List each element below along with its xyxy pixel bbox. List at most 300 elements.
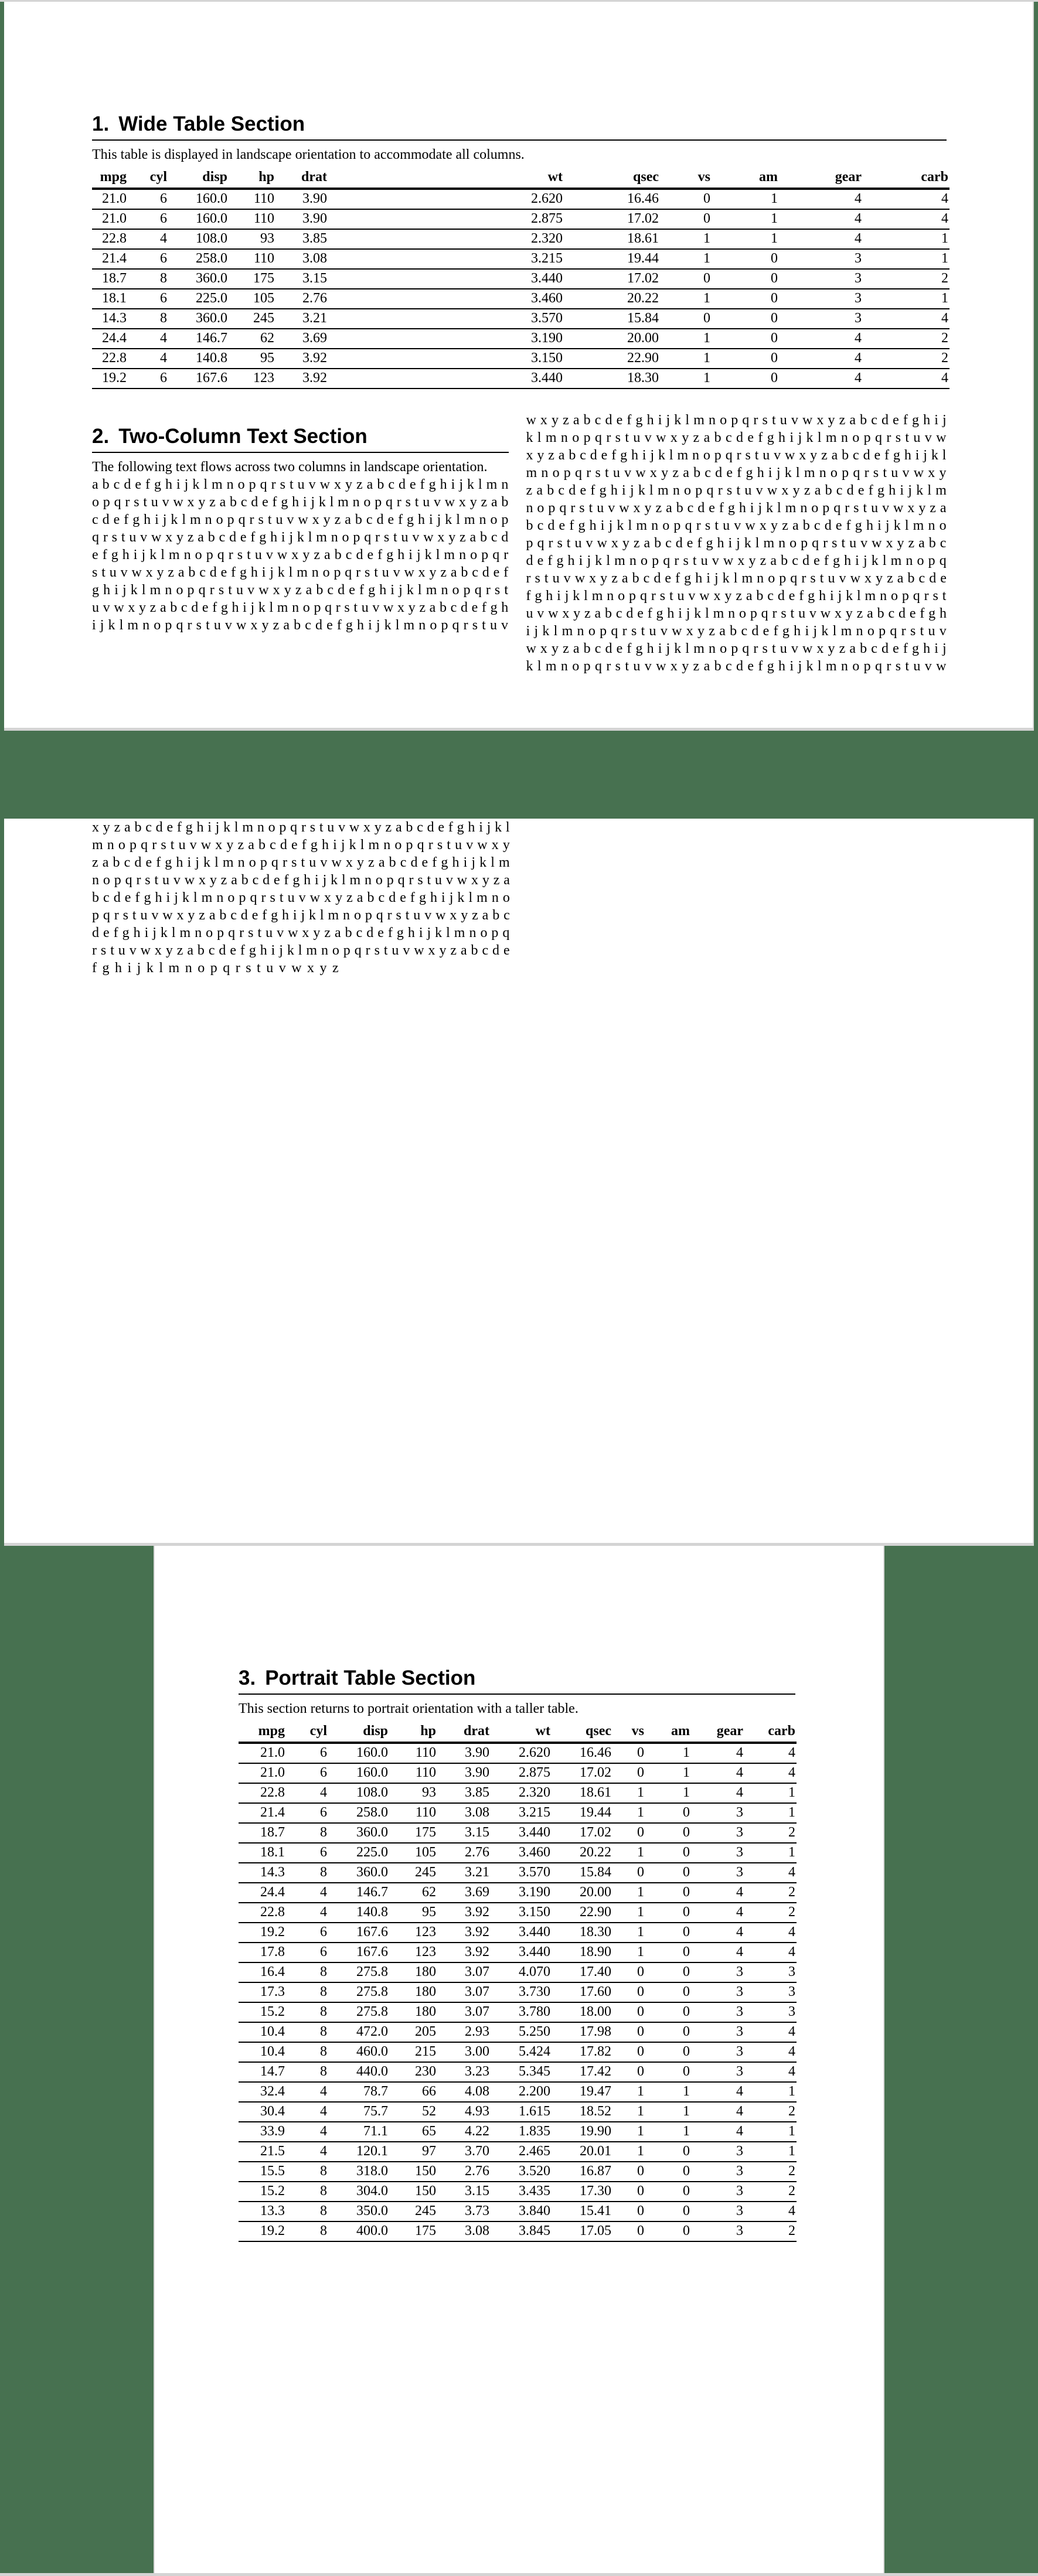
- letter: g: [144, 890, 151, 905]
- letter: q: [141, 837, 148, 853]
- letter: u: [151, 495, 158, 510]
- letter: a: [719, 623, 726, 639]
- table-cell: 0: [712, 269, 779, 289]
- letter: c: [145, 820, 152, 835]
- page-separator: [4, 728, 1034, 731]
- letter: g: [893, 448, 900, 463]
- letter: m: [403, 618, 415, 633]
- letter: d: [824, 518, 832, 533]
- table-cell: 108.0: [168, 229, 229, 249]
- table-cell: 10.4: [239, 2042, 286, 2062]
- letter: b: [241, 873, 249, 888]
- table-cell: 6: [128, 289, 168, 309]
- letter: c: [181, 600, 188, 615]
- letter: d: [751, 623, 759, 639]
- alphabet-text-line: [92, 871, 510, 889]
- letter: v: [140, 530, 148, 545]
- letter: r: [228, 547, 233, 563]
- letter: w: [802, 641, 813, 656]
- letter: v: [839, 571, 846, 586]
- table-cell: 3.90: [437, 1743, 491, 1763]
- letter: s: [248, 925, 254, 941]
- letter: a: [814, 483, 821, 498]
- table-cell: 1: [612, 1783, 645, 1803]
- letter: a: [395, 820, 402, 835]
- letter: w: [444, 495, 455, 510]
- letter: g: [102, 960, 110, 976]
- letter: g: [782, 623, 789, 639]
- letter: y: [918, 500, 926, 516]
- letter: s: [365, 565, 370, 580]
- letter: f: [903, 413, 908, 428]
- letter: f: [240, 943, 245, 958]
- table-cell: 3.73: [437, 2202, 491, 2221]
- table-cell: 15.2: [239, 2002, 286, 2022]
- letter: r: [651, 588, 656, 604]
- letter: q: [250, 890, 257, 905]
- table-cell: 215: [389, 2042, 437, 2062]
- table-cell: 0: [645, 1923, 691, 1943]
- table-cell: 6: [128, 189, 168, 209]
- letter: r: [526, 571, 531, 586]
- letter: w: [298, 512, 308, 527]
- letter: i: [428, 512, 433, 527]
- letter: o: [811, 500, 819, 516]
- letter: o: [738, 606, 746, 621]
- alphabet-text-line: [526, 570, 947, 587]
- letter: e: [537, 553, 544, 568]
- table-cell: 5.250: [491, 2022, 552, 2042]
- letter: u: [118, 943, 125, 958]
- letter: i: [441, 890, 445, 905]
- letter: o: [198, 960, 205, 976]
- letter: d: [280, 837, 287, 853]
- alphabet-text-line: [526, 640, 947, 657]
- table-cell: 6: [286, 1803, 328, 1823]
- letter: u: [162, 873, 170, 888]
- wide-table-header: [92, 169, 949, 189]
- letter: s: [270, 890, 275, 905]
- letter: l: [119, 618, 124, 633]
- letter: b: [355, 512, 362, 527]
- letter: x: [928, 465, 935, 481]
- table-cell: 0: [612, 1743, 645, 1763]
- letter: k: [297, 530, 304, 545]
- letter: c: [643, 571, 650, 586]
- letter: q: [833, 500, 841, 516]
- table-row: [239, 1962, 797, 1982]
- letter: u: [597, 500, 604, 516]
- letter: b: [207, 530, 215, 545]
- letter: r: [136, 873, 141, 888]
- letter: f: [846, 518, 851, 533]
- letter: n: [441, 582, 448, 598]
- letter: k: [309, 908, 316, 923]
- letter: g: [281, 495, 288, 510]
- letter: y: [188, 908, 195, 923]
- table-cell: 3.08: [437, 2221, 491, 2241]
- letter: e: [326, 618, 333, 633]
- letter: v: [338, 820, 346, 835]
- letter: h: [501, 600, 509, 615]
- table-cell: 0: [660, 309, 712, 329]
- alphabet-text-line: [526, 464, 947, 482]
- letter: u: [489, 618, 497, 633]
- letter: s: [683, 553, 689, 568]
- table-cell: 3: [744, 1982, 797, 2002]
- table-cell: 4: [744, 2042, 797, 2062]
- table-cell: 4: [863, 209, 949, 229]
- table-row: [239, 2162, 797, 2182]
- letter: k: [457, 890, 465, 905]
- table-cell: 123: [229, 369, 275, 389]
- table-cell: 140.8: [168, 349, 229, 369]
- letter: b: [825, 483, 832, 498]
- letter: u: [574, 536, 582, 551]
- letter: a: [102, 855, 109, 870]
- letter: m: [486, 477, 498, 492]
- letter: q: [492, 547, 500, 563]
- letter: g: [746, 465, 753, 481]
- letter: y: [622, 536, 629, 551]
- letter: s: [810, 571, 816, 586]
- table-row: [92, 369, 949, 389]
- letter: x: [670, 430, 678, 445]
- letter: h: [115, 960, 122, 976]
- letter: j: [459, 477, 463, 492]
- letter: h: [144, 512, 151, 527]
- table-cell: 4: [863, 309, 949, 329]
- letter: l: [468, 890, 473, 905]
- letter: b: [547, 483, 554, 498]
- letter: w: [319, 477, 331, 492]
- table-cell: 18.7: [239, 1823, 286, 1843]
- table-cell: 17.02: [564, 269, 660, 289]
- letter: d: [898, 606, 906, 621]
- letter: u: [633, 430, 641, 445]
- letter: w: [672, 623, 682, 639]
- letter: k: [744, 536, 751, 551]
- table-cell: 3.150: [328, 349, 564, 369]
- letter: y: [771, 518, 778, 533]
- table-cell: 6: [286, 1843, 328, 1863]
- letter: c: [103, 890, 110, 905]
- letter: o: [216, 512, 223, 527]
- table-cell: 6: [128, 249, 168, 269]
- column-header: qsec: [564, 169, 660, 189]
- letter: z: [908, 536, 915, 551]
- letter: u: [423, 495, 430, 510]
- letter: y: [284, 582, 291, 598]
- letter: q: [92, 530, 99, 545]
- letter: h: [133, 925, 141, 941]
- letter: w: [151, 530, 162, 545]
- letter: p: [801, 536, 808, 551]
- letter: v: [734, 518, 741, 533]
- letter: h: [695, 571, 703, 586]
- letter: v: [882, 500, 890, 516]
- letter: v: [608, 500, 615, 516]
- letter: y: [138, 600, 146, 615]
- letter: e: [113, 512, 120, 527]
- letter: a: [594, 606, 601, 621]
- table-cell: 175: [389, 2221, 437, 2241]
- letter: c: [725, 430, 732, 445]
- letter: e: [493, 565, 500, 580]
- letter: e: [601, 448, 608, 463]
- section-3-number: 3.: [239, 1667, 256, 1689]
- letter: h: [122, 547, 130, 563]
- letter: d: [427, 820, 434, 835]
- letter: s: [437, 837, 443, 853]
- letter: j: [100, 618, 104, 633]
- letter: w: [173, 495, 183, 510]
- table-cell: 21.0: [92, 189, 128, 209]
- letter: f: [868, 483, 873, 498]
- letter: c: [665, 536, 672, 551]
- letter: p: [239, 890, 246, 905]
- letter: b: [605, 606, 612, 621]
- table-cell: 18.7: [92, 269, 128, 289]
- letter: k: [766, 500, 774, 516]
- table-cell: 0: [660, 209, 712, 229]
- column-header: wt: [491, 1723, 552, 1743]
- letter: s: [895, 430, 901, 445]
- table-cell: 2: [744, 2162, 797, 2182]
- table-cell: 3.69: [275, 329, 328, 349]
- table-cell: 0: [645, 1803, 691, 1823]
- letter: e: [814, 553, 820, 568]
- table-cell: 19.44: [564, 249, 660, 269]
- letter: i: [207, 820, 212, 835]
- letter: m: [545, 430, 557, 445]
- letter: l: [417, 582, 422, 598]
- letter: m: [498, 855, 510, 870]
- letter: s: [705, 518, 711, 533]
- table-cell: 160.0: [168, 209, 229, 229]
- table-row: [239, 1743, 797, 1763]
- letter: h: [923, 413, 931, 428]
- letter: x: [215, 837, 223, 853]
- letter: l: [456, 512, 460, 527]
- table-cell: 146.7: [168, 329, 229, 349]
- letter: j: [863, 553, 867, 568]
- letter: j: [437, 512, 441, 527]
- table-cell: 2: [744, 1883, 797, 1903]
- letter: h: [844, 553, 852, 568]
- letter: d: [102, 512, 110, 527]
- letter: c: [356, 925, 363, 941]
- table-cell: 4: [286, 2122, 328, 2142]
- letter: v: [924, 430, 932, 445]
- letter: i: [557, 588, 561, 604]
- letter: i: [915, 448, 920, 463]
- letter: k: [182, 890, 189, 905]
- letter: a: [666, 500, 672, 516]
- letter: c: [853, 448, 859, 463]
- letter: x: [307, 960, 315, 976]
- letter: n: [928, 518, 935, 533]
- letter: j: [813, 623, 818, 639]
- letter: e: [240, 530, 247, 545]
- table-cell: 19.47: [552, 2082, 612, 2102]
- letter: p: [863, 659, 871, 674]
- table-cell: 0: [645, 1943, 691, 1962]
- alphabet-text-line: [92, 493, 509, 511]
- letter: o: [662, 518, 670, 533]
- table-cell: 0: [645, 2062, 691, 2082]
- letter: u: [392, 943, 399, 958]
- letter: n: [311, 565, 319, 580]
- letter: x: [611, 536, 618, 551]
- column-header: drat: [437, 1723, 491, 1743]
- letter: s: [933, 588, 938, 604]
- letter: n: [672, 483, 680, 498]
- letter: q: [238, 512, 246, 527]
- letter: x: [686, 623, 693, 639]
- table-cell: 4: [286, 2102, 328, 2122]
- letter: o: [830, 465, 838, 481]
- letter: f: [647, 606, 652, 621]
- letter: i: [261, 565, 266, 580]
- letter: f: [336, 618, 342, 633]
- table-cell: 3: [779, 269, 863, 289]
- letter: h: [397, 547, 405, 563]
- letter: c: [400, 855, 407, 870]
- table-cell: 4: [779, 329, 863, 349]
- letter: p: [583, 659, 591, 674]
- letter: d: [315, 618, 322, 633]
- letter: w: [893, 500, 904, 516]
- letter: c: [450, 600, 457, 615]
- letter: h: [321, 837, 329, 853]
- table-cell: 245: [229, 309, 275, 329]
- letter: q: [559, 500, 567, 516]
- table-cell: 22.90: [552, 1903, 612, 1923]
- column-header: gear: [779, 169, 863, 189]
- letter: v: [466, 837, 474, 853]
- letter: n: [226, 477, 234, 492]
- letter: k: [171, 512, 178, 527]
- table-cell: 4: [779, 349, 863, 369]
- table-cell: 97: [389, 2142, 437, 2162]
- letter: o: [452, 582, 460, 598]
- letter: f: [920, 606, 925, 621]
- letter: h: [646, 413, 654, 428]
- letter: p: [750, 606, 757, 621]
- letter: a: [335, 925, 341, 941]
- table-cell: 180: [389, 2002, 437, 2022]
- section-3-title: Portrait Table Section: [265, 1667, 476, 1689]
- table-cell: 4: [691, 1783, 744, 1803]
- letter: y: [876, 571, 883, 586]
- letter: u: [297, 477, 305, 492]
- letter: y: [897, 536, 904, 551]
- letter: m: [763, 536, 775, 551]
- letter: r: [375, 530, 380, 545]
- letter: w: [619, 500, 629, 516]
- letter: b: [170, 600, 178, 615]
- letter: g: [271, 908, 278, 923]
- column-header: vs: [660, 169, 712, 189]
- table-cell: 18.00: [552, 2002, 612, 2022]
- letter: l: [298, 943, 302, 958]
- letter: t: [427, 873, 431, 888]
- letter: x: [759, 518, 767, 533]
- letter: c: [871, 413, 877, 428]
- letter: w: [656, 430, 666, 445]
- letter: o: [342, 530, 349, 545]
- table-cell: 0: [645, 2162, 691, 2182]
- letter: a: [429, 600, 436, 615]
- letter: e: [726, 465, 733, 481]
- letter: c: [388, 477, 394, 492]
- letter: k: [349, 837, 356, 853]
- table-cell: 3: [691, 1863, 744, 1883]
- letter: o: [332, 943, 339, 958]
- letter: y: [537, 448, 544, 463]
- letter: v: [644, 430, 652, 445]
- letter: o: [852, 659, 860, 674]
- letter: a: [621, 571, 628, 586]
- alphabet-text-line: [92, 511, 509, 529]
- letter: b: [219, 908, 227, 923]
- document-page-1: [4, 2, 1034, 728]
- letter: d: [863, 448, 870, 463]
- letter: m: [444, 547, 455, 563]
- letter: t: [279, 890, 284, 905]
- letter: m: [454, 925, 465, 941]
- letter: q: [502, 925, 510, 941]
- letter: o: [206, 925, 213, 941]
- letter: v: [924, 659, 932, 674]
- letter: u: [891, 465, 899, 481]
- letter: y: [313, 925, 321, 941]
- letter: u: [928, 623, 935, 639]
- table-cell: 15.41: [552, 2202, 612, 2221]
- letter: f: [284, 873, 289, 888]
- section-1-number: 1.: [92, 113, 110, 135]
- table-cell: 2.875: [328, 209, 564, 229]
- letter: c: [92, 512, 98, 527]
- letter: n: [331, 530, 338, 545]
- table-cell: 8: [286, 2062, 328, 2082]
- letter: h: [103, 582, 111, 598]
- section-1-heading: [92, 112, 947, 141]
- letter: e: [893, 413, 899, 428]
- letter: v: [151, 908, 159, 923]
- letter: v: [403, 943, 410, 958]
- table-cell: 110: [229, 209, 275, 229]
- letter: g: [154, 477, 161, 492]
- letter: j: [215, 820, 220, 835]
- letter: z: [839, 641, 846, 656]
- letter: t: [841, 536, 846, 551]
- letter: z: [782, 518, 788, 533]
- letter: r: [606, 659, 611, 674]
- table-cell: 3: [691, 2142, 744, 2162]
- letter: l: [755, 536, 760, 551]
- table-cell: 180: [389, 1982, 437, 2002]
- letter: y: [439, 943, 447, 958]
- column-header: vs: [612, 1723, 645, 1743]
- letter: c: [219, 530, 226, 545]
- table-cell: 105: [229, 289, 275, 309]
- letter: o: [917, 553, 924, 568]
- alphabet-text-line: [92, 564, 509, 581]
- tall-table-body: [239, 1743, 797, 2241]
- letter: r: [356, 565, 361, 580]
